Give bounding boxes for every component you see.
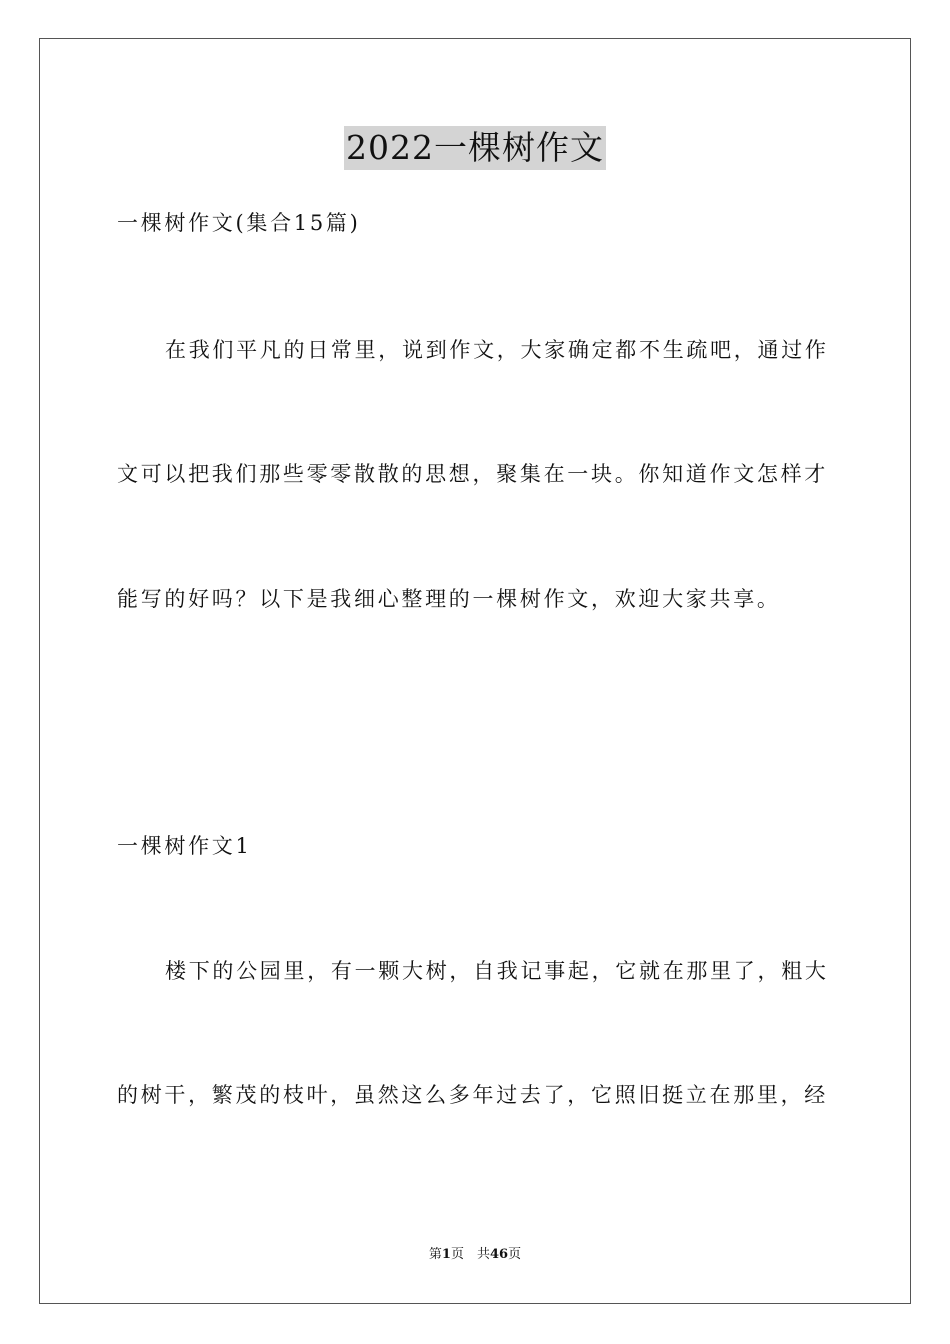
title-container [0,126,950,170]
footer-page-suffix: 页 [508,1247,522,1262]
footer-page-number: 1 [441,1247,451,1262]
footer-page-total: 46 [489,1247,509,1262]
footer-page-mid: 页 共 [450,1247,490,1262]
page-footer [0,1246,950,1264]
intro-line-2: 文可以把我们那些零零散散的思想，聚集在一块。你知道作文怎样才 [117,462,828,486]
intro-line-1: 在我们平凡的日常里，说到作文，大家确定都不生疏吧，通过作 [165,338,829,362]
section-line-2: 的树干，繁茂的枝叶，虽然这么多年过去了，它照旧挺立在那里，经 [117,1083,828,1107]
document-subtitle: 一棵树作文(集合15篇) [117,211,361,235]
intro-line-3: 能写的好吗？以下是我细心整理的一棵树作文，欢迎大家共享。 [117,587,781,611]
footer-page-prefix: 第 [428,1247,442,1262]
section-line-1: 楼下的公园里，有一颗大树，自我记事起，它就在那里了，粗大 [165,959,829,983]
document-title: 2022一棵树作文 [344,126,606,170]
section-heading: 一棵树作文1 [117,834,252,858]
